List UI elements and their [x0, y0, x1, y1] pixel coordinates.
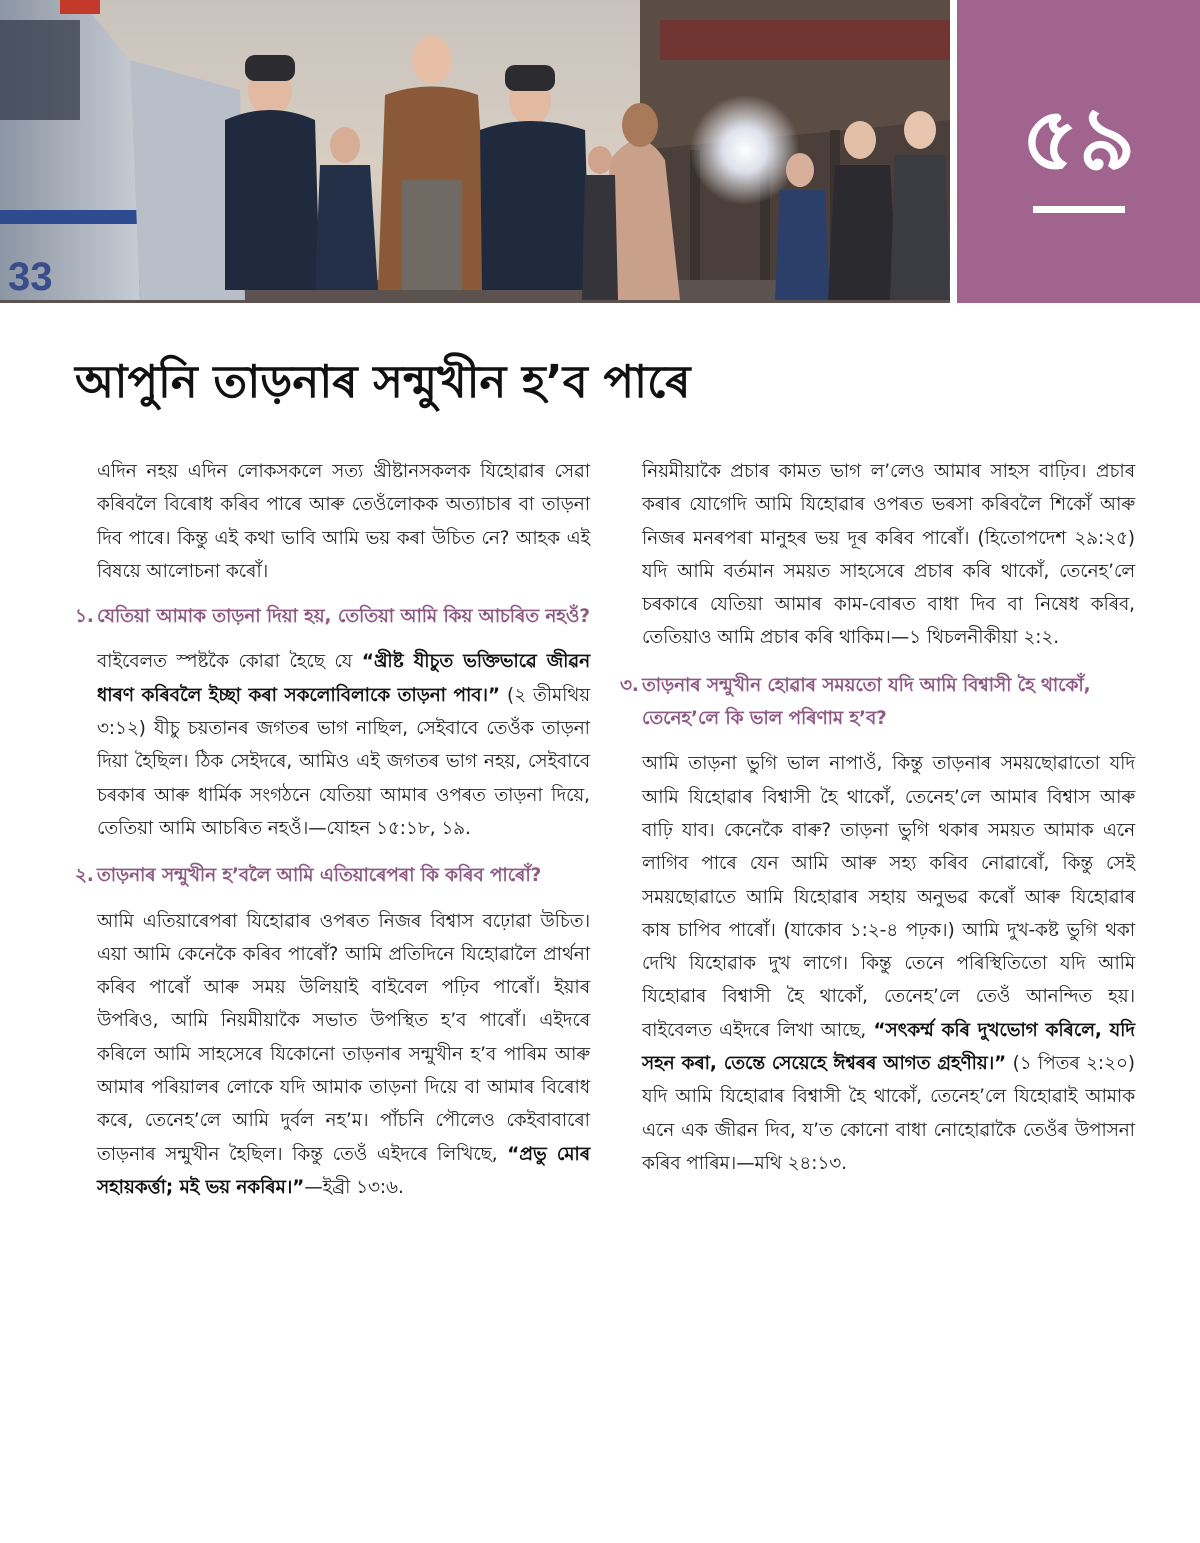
answer-1 — [97, 645, 590, 845]
right-column — [620, 455, 1135, 1180]
answer-3 — [642, 747, 1135, 1180]
question-number: ৩. — [620, 674, 639, 696]
answer-text: আমি এতিয়াৰেপৰা যিহোৱাৰ ওপৰত নিজৰ বিশ্বাস বঢ়োৱা উচিত। এয়া আমি কেনেকৈ কৰিব পাৰোঁ? আমি প্ৰতিদিনে যিহোৱালৈ প্ৰাৰ্থনা কৰিব পাৰোঁ আৰু সময় উলিয়াই বাইবেল পঢ়িব পাৰোঁ। ইয়াৰ উপৰিও, আমি নিয়মীয়াকৈ সভাত উপস্থিত হ’ব পাৰোঁ। এইদৰে কৰিলে আমি সাহসেৰে যিকোনো তাড়নাৰ সন্মুখীন হ’ব পাৰিম আৰু আমাৰ পৰিয়ালৰ লোকে যদি আমাক তাড়না দিয়ে বা আমাৰ বিৰোধ কৰে, তেনেহ’লে আমি দুৰ্বল নহ’ম। পাঁচনি পৌলেও কেইবাবাৰো তাড়নাৰ সন্মুখীন হৈছিল। কিন্তু তেওঁ এইদৰে লিখিছে, — [97, 910, 590, 1165]
left-column — [75, 455, 590, 1204]
page-title: আপুনি তাড়নাৰ সন্মুখীন হ’ব পাৰে — [75, 355, 691, 408]
header-photo — [0, 0, 950, 303]
question-number: ২. — [75, 865, 94, 887]
question-text: তাড়নাৰ সন্মুখীন হোৱাৰ সময়তো যদি আমি বিশ্বাসী হৈ থাকোঁ, তেনেহ’লে কি ভাল পৰিণাম হ’ব? — [642, 674, 1091, 730]
scripture-quote: “সৎকৰ্ম্ম কৰি দুখভোগ কৰিলে, যদি সহন কৰা, তেন্তে সেয়েহে ঈশ্বৰৰ আগত গ্ৰহণীয়।” — [642, 1019, 1136, 1075]
scripture-quote: “খ্ৰীষ্ট যীচুত ভক্তিভাৱে জীৱন ধাৰণ কৰিবলৈ ইচ্ছা কৰা সকলোবিলাকে তাড়না পাব।” — [97, 651, 591, 706]
answer-2 — [97, 905, 590, 1205]
question-text: তাড়নাৰ সন্মুখীন হ’বলৈ আমি এতিয়াৰেপৰা কি কৰিব পাৰোঁ? — [97, 865, 542, 887]
scripture-quote: “প্ৰভু মোৰ সহায়কৰ্ত্তা; মই ভয় নকৰিম।” — [97, 1143, 591, 1198]
question-1 — [75, 600, 590, 633]
question-2 — [75, 859, 590, 892]
answer-text: বাইবেলত স্পষ্টকৈ কোৱা হৈছে যে — [97, 651, 362, 673]
answer-text: (১ পিতৰ ২:২০) যদি আমি যিহোৱাৰ বিশ্বাসী হৈ থাকোঁ, তেনেহ’লে যিহোৱাই আমাক এনে এক জীৱন দিব, য’ত কোনো বাধা নোহোৱাকৈ তেওঁৰ উপাসনা কৰিব পাৰিম।—মথি ২৪:১৩. — [642, 1053, 1135, 1174]
answer-text: (২ তীমথিয় ৩:১২) যীচু চয়তানৰ জগতৰ ভাগ নাছিল, সেইবাবে তেওঁক তাড়না দিয়া হৈছিল। ঠিক সেইদৰে, আমিও এই জগতৰ ভাগ নহয়, সেইবাবে চৰকাৰ আৰু ধাৰ্মিক সংগঠনে যেতিয়া আমাৰ ওপৰত তাড়না দিয়ে, তেতিয়া আমি আচৰিত নহওঁ।—যোহন ১৫:১৮, ১৯. — [97, 684, 590, 839]
lesson-number: ৫৯ — [1021, 87, 1136, 190]
question-number: ১. — [75, 606, 94, 628]
van-number-text: 33 — [8, 255, 53, 299]
lesson-number-badge — [957, 0, 1200, 303]
lesson-number-underline — [1033, 206, 1125, 213]
intro-paragraph: এদিন নহয় এদিন লোকসকলে সত্য খ্ৰীষ্টানসকলক যিহোৱাৰ সেৱা কৰিবলৈ বিৰোধ কৰিব পাৰে আৰু তেওঁলোকক অত্যাচাৰ বা তাড়না দিব পাৰে। কিন্তু এই কথা ভাবি আমি ভয় কৰা উচিত নে? আহক এই বিষয়ে আলোচনা কৰোঁ। — [97, 461, 590, 582]
answer-2-continuation: নিয়মীয়াকৈ প্ৰচাৰ কামত ভাগ ল’লেও আমাৰ সাহস বাঢ়িব। প্ৰচাৰ কৰাৰ যোগেদি আমি যিহোৱাৰ ওপৰত ভৰসা কৰিবলৈ শিকোঁ আৰু নিজৰ মনৰপৰা মানুহৰ ভয় দূৰ কৰিব পাৰোঁ। (হিতোপদেশ ২৯:২৫) যদি আমি বৰ্তমান সময়ত সাহসেৰে প্ৰচাৰ কৰি থাকোঁ, তেনেহ’লে চৰকাৰে যেতিয়া আমাৰ কাম-বোৰত বাধা দিব বা নিষেধ কৰিব, তেতিয়াও আমি প্ৰচাৰ কৰি থাকিম।—১ থিচলনীকীয়া ২:২. — [642, 461, 1135, 649]
answer-text: —ইব্ৰী ১৩:৬. — [304, 1176, 404, 1198]
question-text: যেতিয়া আমাক তাড়না দিয়া হয়, তেতিয়া আমি কিয় আচৰিত নহওঁ? — [97, 606, 590, 628]
answer-text: আমি তাড়না ভুগি ভাল নাপাওঁ, কিন্তু তাড়নাৰ সময়ছোৱাতো যদি আমি যিহোৱাৰ বিশ্বাসী হৈ থাকোঁ, তেনেহ’লে আমাৰ বিশ্বাস আৰু বাঢ়ি যাব। কেনেকৈ বাৰু? তাড়না ভুগি থকাৰ সময়ত আমাক এনে লাগিব পাৰে যেন আমি আৰু সহ্য কৰিব নোৱাৰোঁ, কিন্তু সেই সময়ছোৱাতে আমি যিহোৱাৰ সহায় অনুভৱ কৰোঁ আৰু যিহোৱাৰ কাষ চাপিব পাৰোঁ। (যাকোব ১:২-৪ পঢ়ক।) আমি দুখ-কষ্ট ভুগি থকা দেখি যিহোৱাক দুখ লাগে। কিন্তু তেনে পৰিস্থিতিতো যদি আমি যিহোৱাৰ বিশ্বাসী হৈ থাকোঁ, তেনেহ’লে তেওঁ আনন্দিত হয়। বাইবেলত এইদৰে লিখা আছে, — [642, 753, 1135, 1041]
question-3 — [620, 669, 1135, 736]
